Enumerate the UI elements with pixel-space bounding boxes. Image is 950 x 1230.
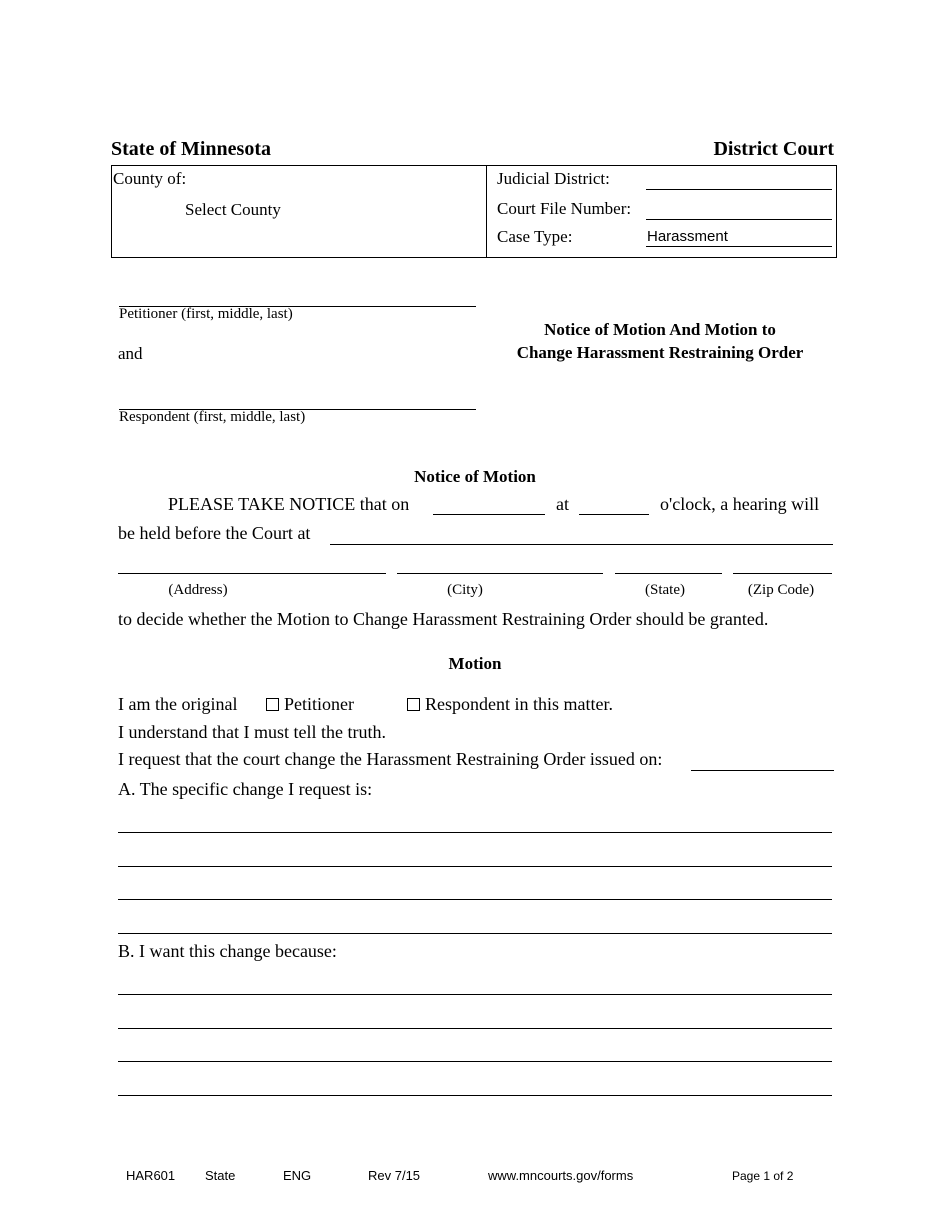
- specific-change-line-4[interactable]: [118, 933, 832, 934]
- change-because-label: B. I want this change because:: [118, 941, 337, 961]
- city-field[interactable]: [397, 573, 603, 574]
- footer-url[interactable]: www.mncourts.gov/forms: [488, 1168, 634, 1183]
- petitioner-label: Petitioner (first, middle, last): [119, 306, 293, 322]
- address-field[interactable]: [118, 573, 386, 574]
- case-box-divider: [486, 165, 487, 258]
- hearing-date-field[interactable]: [433, 514, 545, 515]
- court-heading: District Court: [713, 138, 834, 160]
- petitioner-option-label: Petitioner: [284, 694, 354, 714]
- respondent-option-label: Respondent in this matter.: [425, 694, 613, 714]
- zip-code-label: (Zip Code): [747, 582, 815, 598]
- court-file-number-field[interactable]: [646, 219, 832, 220]
- order-issued-date-field[interactable]: [691, 770, 834, 771]
- state-label: (State): [645, 582, 685, 598]
- because-line-2[interactable]: [118, 1028, 832, 1029]
- petitioner-checkbox[interactable]: [266, 698, 279, 711]
- form-title-line2: Change Harassment Restraining Order: [516, 343, 804, 362]
- state-field[interactable]: [615, 573, 722, 574]
- specific-change-label: A. The specific change I request is:: [118, 779, 373, 799]
- judicial-district-label: Judicial District:: [497, 169, 610, 188]
- motion-heading: Motion: [448, 654, 502, 673]
- held-before-text: be held before the Court at: [118, 523, 311, 543]
- footer-page-number: Page 1 of 2: [732, 1169, 794, 1183]
- case-type-underline: [646, 246, 832, 247]
- footer-jurisdiction: State: [205, 1168, 236, 1183]
- respondent-checkbox[interactable]: [407, 698, 420, 711]
- form-title-line1: Notice of Motion And Motion to: [544, 320, 776, 339]
- court-location-field[interactable]: [330, 544, 833, 545]
- court-file-number-label: Court File Number:: [497, 199, 632, 218]
- footer-language: ENG: [283, 1168, 312, 1183]
- address-label: (Address): [168, 582, 228, 598]
- case-type-value[interactable]: Harassment: [647, 228, 728, 245]
- because-line-3[interactable]: [118, 1061, 832, 1062]
- respondent-label: Respondent (first, middle, last): [119, 409, 306, 425]
- notice-heading: Notice of Motion: [414, 467, 536, 486]
- zip-code-field[interactable]: [733, 573, 832, 574]
- county-select[interactable]: Select County: [185, 200, 281, 219]
- because-line-1[interactable]: [118, 994, 832, 995]
- because-line-4[interactable]: [118, 1095, 832, 1096]
- i-am-original-text: I am the original: [118, 694, 238, 714]
- specific-change-line-1[interactable]: [118, 832, 832, 833]
- request-change-text: I request that the court change the Harassment Restraining Order issued on:: [118, 749, 663, 769]
- oclock-text: o'clock, a hearing will: [660, 494, 820, 514]
- specific-change-line-3[interactable]: [118, 899, 832, 900]
- state-heading: State of Minnesota: [111, 138, 271, 160]
- at-text: at: [556, 494, 569, 514]
- and-text: and: [118, 344, 143, 363]
- city-label: (City): [447, 582, 483, 598]
- case-type-label: Case Type:: [497, 227, 573, 246]
- footer-revision: Rev 7/15: [368, 1168, 421, 1183]
- decide-text: to decide whether the Motion to Change Harassment Restraining Order should be granted.: [118, 609, 769, 629]
- please-take-notice-text: PLEASE TAKE NOTICE that on: [168, 494, 410, 514]
- specific-change-line-2[interactable]: [118, 866, 832, 867]
- county-label: County of:: [113, 169, 187, 188]
- understand-truth-text: I understand that I must tell the truth.: [118, 722, 386, 742]
- hearing-time-field[interactable]: [579, 514, 649, 515]
- footer-form-code: HAR601: [126, 1168, 176, 1183]
- judicial-district-field[interactable]: [646, 189, 832, 190]
